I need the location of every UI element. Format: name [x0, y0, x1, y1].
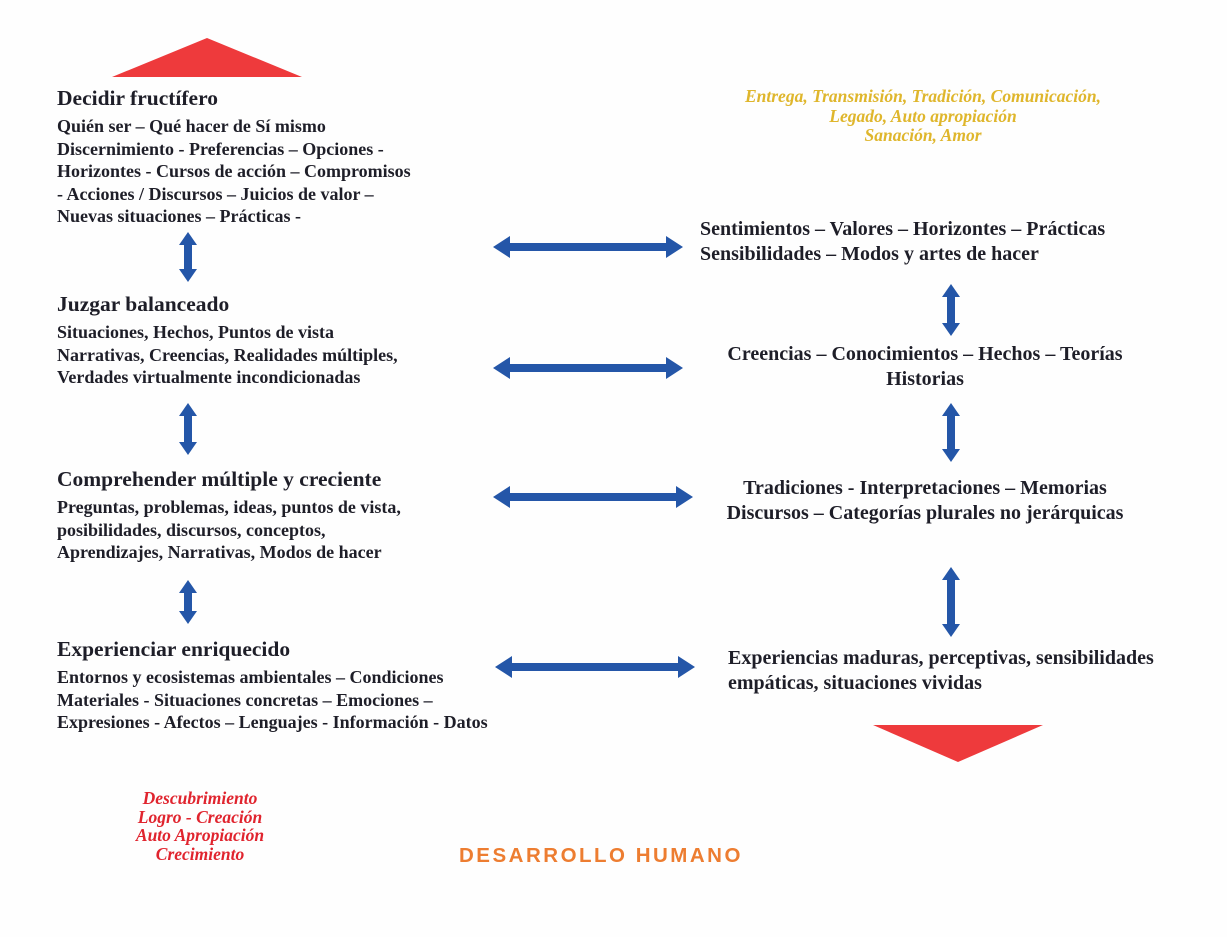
vertical-double-arrow-icon — [179, 580, 197, 624]
block-line: Aprendizajes, Narrativas, Modos de hacer — [57, 542, 382, 562]
right-block-tradiciones — [690, 476, 1160, 526]
block-line: Discernimiento - Preferencias – Opciones - — [57, 138, 384, 159]
arrow-head-down — [942, 449, 960, 462]
vertical-double-arrow-icon — [942, 284, 960, 336]
arrow-head-right — [666, 357, 683, 379]
block-line: Sentimientos – Valores – Horizontes – Prácticas — [700, 218, 1106, 240]
block-line: Quién ser – Qué hacer de Sí mismo — [57, 116, 326, 136]
horizontal-double-arrow-icon — [493, 236, 683, 258]
arrow-shaft — [184, 414, 192, 444]
right-block-sentimientos — [700, 217, 1105, 267]
vertical-double-arrow-icon — [179, 232, 197, 282]
arrow-shaft — [947, 295, 955, 325]
block-line: empáticas, situaciones vividas — [728, 672, 982, 694]
arrow-head-down — [179, 269, 197, 282]
arrow-shaft — [507, 493, 679, 501]
block-line: Expresiones - Afectos – Lenguajes - Información - Datos — [57, 712, 488, 732]
left-block-comprehender — [57, 467, 401, 564]
gold-note-line: Entrega, Transmisión, Tradición, Comunicación, — [744, 86, 1102, 106]
block-line: - Acciones / Discursos – Juicios de valor – — [57, 183, 374, 204]
arrow-head-down — [179, 611, 197, 624]
block-line: Historias — [886, 368, 964, 390]
block-line: Preguntas, problemas, ideas, puntos de vista, — [57, 497, 401, 517]
arrow-head-down — [942, 624, 960, 637]
block-line: Narrativas, Creencias, Realidades múltiples, — [57, 344, 398, 365]
arrow-head-right — [666, 236, 683, 258]
red-note-line: Crecimiento — [155, 843, 245, 864]
diagram-title: DESARROLLO HUMANO — [459, 844, 743, 867]
horizontal-double-arrow-icon — [493, 486, 693, 508]
red-note-line: Auto Apropiación — [135, 825, 265, 845]
right-block-creencias — [690, 342, 1160, 392]
vertical-double-arrow-icon — [942, 403, 960, 462]
block-title: Decidir fructífero — [57, 86, 218, 110]
block-line: Materiales - Situaciones concretas – Emociones – — [57, 689, 433, 710]
block-title: Experienciar enriquecido — [57, 637, 291, 661]
gold-note-line: Legado, Auto apropiación — [829, 105, 1017, 126]
block-title: Juzgar balanceado — [57, 292, 230, 316]
gold-note-line: Sanación, Amor — [864, 125, 982, 145]
vertical-double-arrow-icon — [942, 567, 960, 637]
gold-note — [673, 87, 1173, 146]
arrow-shaft — [507, 364, 669, 372]
arrow-shaft — [184, 243, 192, 271]
block-line: Verdades virtualmente incondicionadas — [57, 367, 361, 387]
arrow-shaft — [947, 414, 955, 451]
block-line: Situaciones, Hechos, Puntos de vista — [57, 322, 335, 342]
horizontal-double-arrow-icon — [495, 656, 695, 678]
arrow-shaft — [509, 663, 681, 671]
red-note-line: Logro - Creación — [137, 806, 263, 827]
block-line: Nuevas situaciones – Prácticas - — [57, 206, 301, 226]
left-block-experienciar — [57, 637, 488, 734]
arrow-head-down — [179, 442, 197, 455]
block-line: posibilidades, discursos, conceptos, — [57, 519, 326, 540]
arrow-shaft — [947, 578, 955, 626]
red-up-triangle-icon — [112, 38, 302, 77]
red-down-triangle-icon — [873, 725, 1043, 762]
red-note — [100, 789, 300, 863]
block-line: Discursos – Categorías plurales no jerárquicas — [726, 502, 1124, 524]
left-block-juzgar — [57, 292, 398, 389]
left-block-decidir — [57, 86, 411, 228]
arrow-shaft — [184, 591, 192, 613]
block-line: Experiencias maduras, perceptivas, sensibilidades — [728, 647, 1154, 669]
block-title: Comprehender múltiple y creciente — [57, 467, 382, 491]
block-line: Horizontes - Cursos de acción – Compromisos — [57, 161, 411, 181]
block-line: Tradiciones - Interpretaciones – Memorias — [743, 477, 1107, 499]
right-block-experiencias — [728, 646, 1154, 696]
red-note-line: Descubrimiento — [142, 788, 258, 808]
block-line: Creencias – Conocimientos – Hechos – Teorías — [727, 343, 1123, 365]
block-line: Entornos y ecosistemas ambientales – Condiciones — [57, 667, 444, 687]
arrow-head-right — [678, 656, 695, 678]
horizontal-double-arrow-icon — [493, 357, 683, 379]
arrow-head-down — [942, 323, 960, 336]
vertical-double-arrow-icon — [179, 403, 197, 455]
block-line: Sensibilidades – Modos y artes de hacer — [700, 243, 1039, 265]
arrow-shaft — [507, 243, 669, 251]
